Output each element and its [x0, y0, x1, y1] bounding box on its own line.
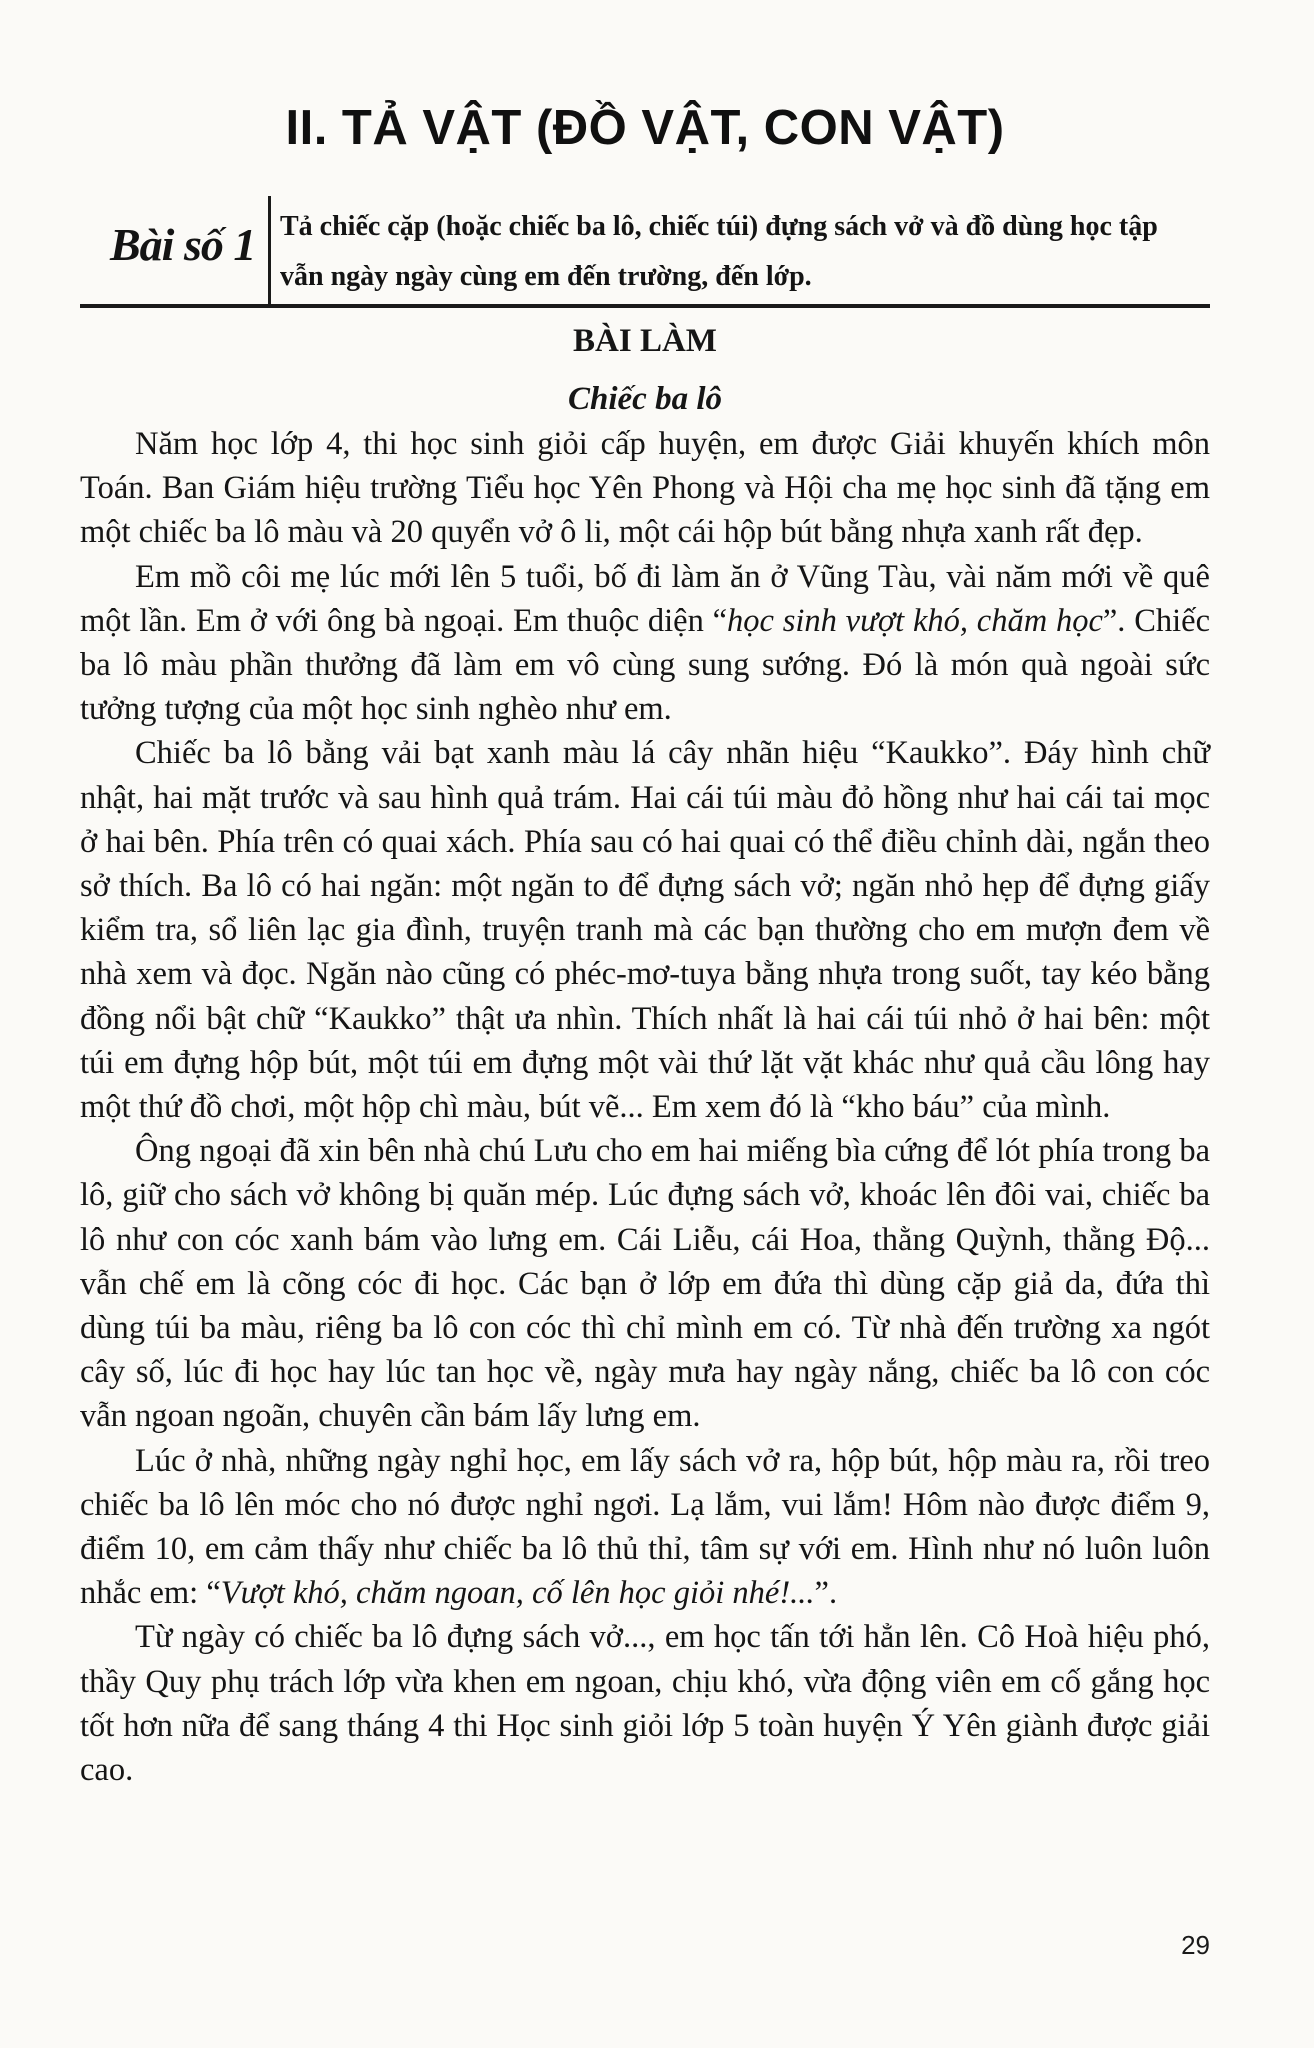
- paragraph-5: [80, 1439, 1210, 1616]
- paragraph-5-italic: Vượt khó, chăm ngoan, cố lên học giỏi nhé!...: [220, 1575, 815, 1612]
- book-page: [80, 0, 1210, 2048]
- paragraph-5-text: Lúc ở nhà, những ngày nghỉ học, em lấy sách vở ra, hộp bút, hộp màu ra, rồi treo chiếc ba lô lên móc cho nó được nghỉ ngơi. Lạ lắm, vui lắm! Hôm nào được điểm 9, điểm 10, em cảm thấy như chiếc ba lô thủ thỉ, tâm sự với em. Hình như nó luôn luôn nhắc em: “: [80, 1442, 1210, 1612]
- exercise-prompt: Tả chiếc cặp (hoặc chiếc ba lô, chiếc túi) đựng sách vở và đồ dùng học tập vẫn ngày ngày cùng em đến trường, đến lớp.: [280, 211, 1158, 292]
- paragraph-2-italic: học sinh vượt khó, chăm học: [727, 602, 1103, 639]
- exercise-rule: [80, 304, 1210, 308]
- essay-heading: BÀI LÀM: [573, 323, 717, 359]
- page-number: 29: [1181, 1930, 1210, 1960]
- paragraph-3: Chiếc ba lô bằng vải bạt xanh màu lá cây nhãn hiệu “Kaukko”. Đáy hình chữ nhật, hai mặt trước và sau hình quả trám. Hai cái túi màu đỏ hồng như hai cái tai mọc ở hai bên. Phía trên có quai xách. Phía sau có hai quai có thể điều chỉnh dài, ngắn theo sở thích. Ba lô có hai ngăn: một ngăn to để đựng sách vở; ngăn nhỏ hẹp để đựng giấy kiểm tra, sổ liên lạc gia đình, truyện tranh mà các bạn thường cho em mượn đem về nhà xem và đọc. Ngăn nào cũng có phéc-mơ-tuya bằng nhựa trong suốt, tay kéo bằng đồng nổi bật chữ “Kaukko” thật ưa nhìn. Thích nhất là hai cái túi nhỏ ở hai bên: một túi em đựng hộp bút, một túi em đựng một vài thứ lặt vặt khác như quả cầu lông hay một thứ đồ chơi, một hộp chì màu, bút vẽ... Em xem đó là “kho báu” của mình.: [80, 735, 1210, 1126]
- paragraph-6: Từ ngày có chiếc ba lô đựng sách vở..., em học tấn tới hẳn lên. Cô Hoà hiệu phó, thầy Quy phụ trách lớp vừa khen em ngoan, chịu khó, vừa động viên em cố gắng học tốt hơn nữa để sang tháng 4 thi Học sinh giỏi lớp 5 toàn huyện Ý Yên giành được giải cao.: [80, 1619, 1210, 1789]
- paragraph-4: Ông ngoại đã xin bên nhà chú Lưu cho em hai miếng bìa cứng để lót phía trong ba lô, giữ cho sách vở không bị quăn mép. Lúc đựng sách vở, khoác lên đôi vai, chiếc ba lô như con cóc xanh bám vào lưng em. Cái Liễu, cái Hoa, thằng Quỳnh, thằng Độ... vẫn chế em là cõng cóc đi học. Các bạn ở lớp em đứa thì dùng cặp giả da, đứa thì dùng túi ba màu, riêng ba lô con cóc thì chỉ mình em có. Từ nhà đến trường xa ngót cây số, lúc đi học hay lúc tan học về, ngày mưa hay ngày nắng, chiếc ba lô con cóc vẫn ngoan ngoãn, chuyên cần bám lấy lưng em.: [80, 1133, 1210, 1435]
- paragraph-2-text: Em mồ côi mẹ lúc mới lên 5 tuổi, bố đi làm ăn ở Vũng Tàu, vài năm mới về quê một lần. Em ở với ông bà ngoại. Em thuộc diện “: [80, 558, 1210, 639]
- paragraph-5-text-end: ”.: [814, 1575, 838, 1612]
- section-heading: II. TẢ VẬT (ĐỒ VẬT, CON VẬT): [285, 101, 1005, 155]
- essay-body: [80, 422, 1210, 1792]
- paragraph-2-text-end: ”. Chiếc ba lô màu phần thưởng đã làm em vô cùng sung sướng. Đó là món quà ngoài sức tưởng tượng của một học sinh nghèo như em.: [80, 602, 1210, 728]
- paragraph-2: [80, 555, 1210, 732]
- paragraph-1: Năm học lớp 4, thi học sinh giỏi cấp huyện, em được Giải khuyến khích môn Toán. Ban Giám hiệu trường Tiểu học Yên Phong và Hội cha mẹ học sinh đã tặng em một chiếc ba lô màu và 20 quyển vở ô li, một cái hộp bút bằng nhựa xanh rất đẹp.: [80, 426, 1210, 551]
- exercise-divider: [268, 196, 271, 308]
- essay-title: Chiếc ba lô: [568, 381, 722, 417]
- exercise-label: Bài số 1: [110, 219, 256, 270]
- exercise-box: [80, 196, 1210, 308]
